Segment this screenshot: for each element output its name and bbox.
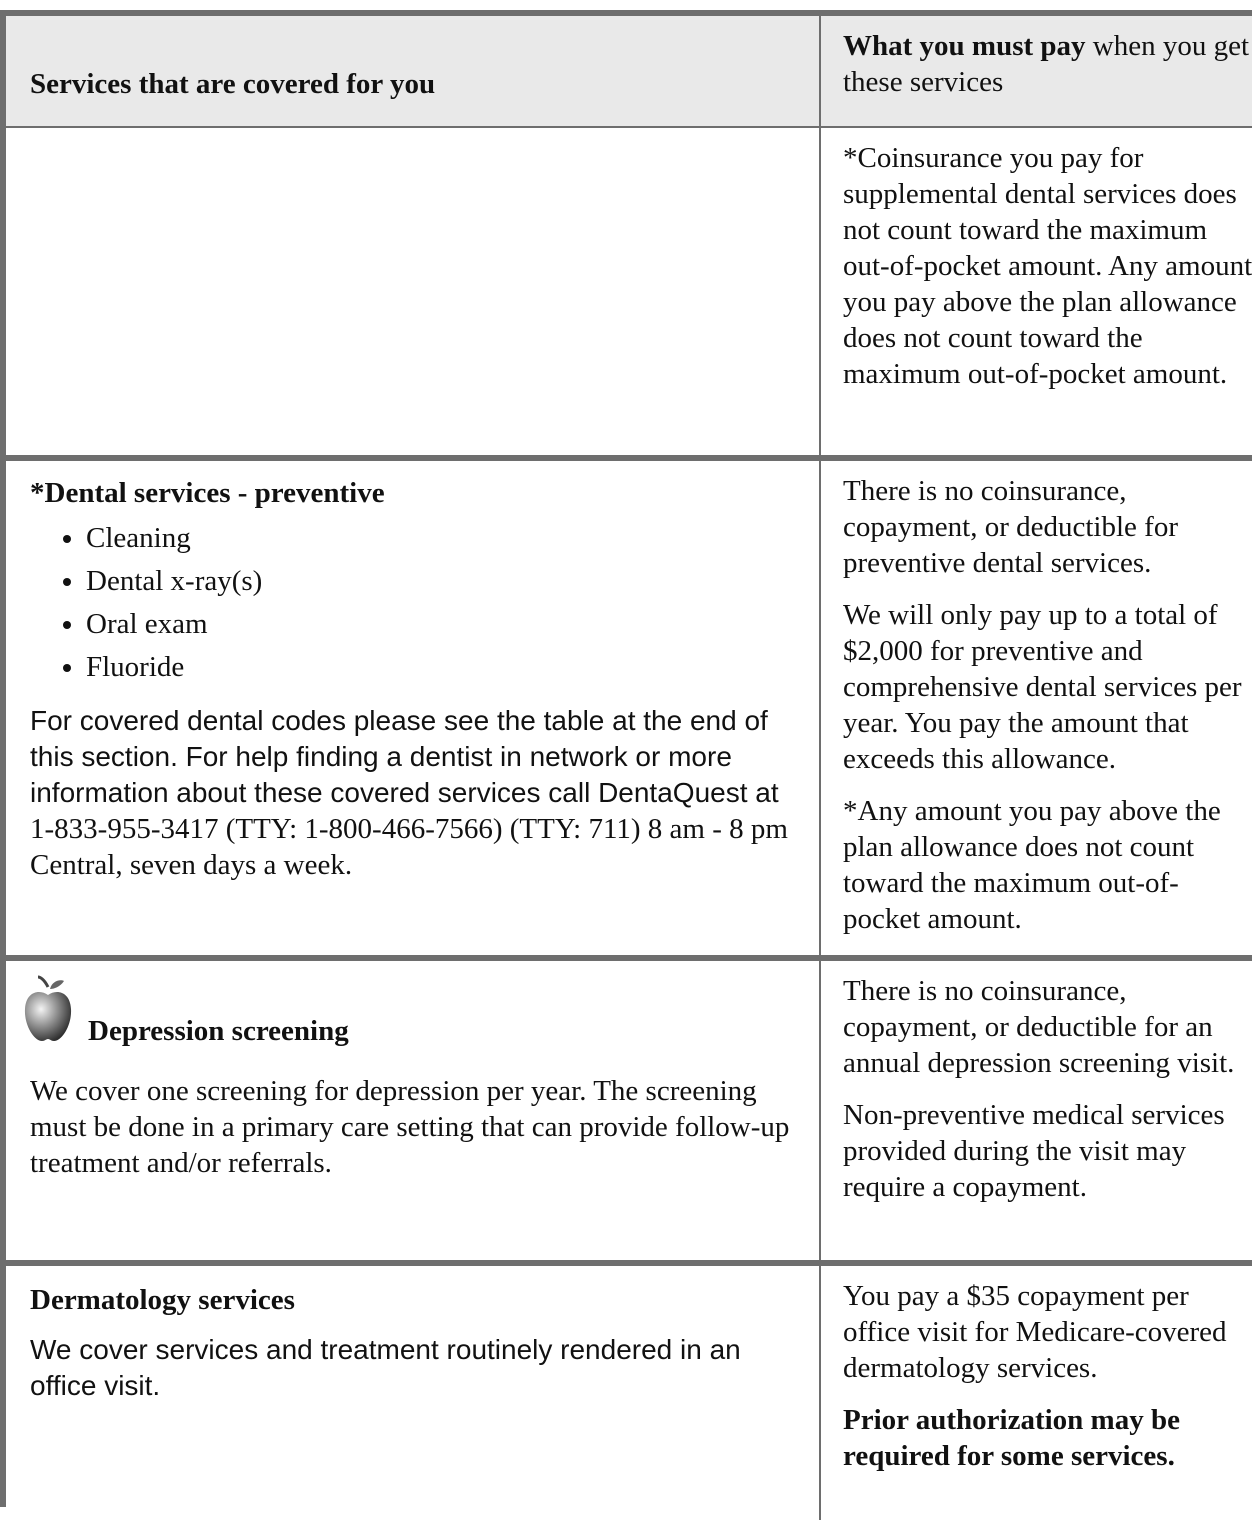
header-payment-rest: when you get these services xyxy=(843,30,1250,98)
payment-text: We will only pay up to a total of $2,000 for preventive and comprehensive dental services per year. You pay the amount that exceeds this allowance. xyxy=(843,599,1242,775)
table-row xyxy=(6,1260,1252,1520)
header-payment-bold: What you must pay xyxy=(843,30,1086,62)
list-item: • Oral exam xyxy=(86,603,810,646)
payment-cell xyxy=(821,461,1252,955)
service-note: For covered dental codes please see the table at the end of this section. For help finding a dentist in network or more information about these covered services call DentaQuest at xyxy=(30,705,779,808)
payment-text: *Coinsurance you pay for supplemental dental services does not count toward the maximum out-of-pocket amount. Any amount you pay above the plan allowance does not count toward the maximum out-of-pocket amount. xyxy=(843,142,1252,390)
service-description: We cover one screening for depression per year. The screening must be done in a primary care setting that can provide follow-up treatment and/or referrals. xyxy=(30,1075,790,1179)
service-title: *Dental services - preventive xyxy=(30,477,385,509)
payment-text: There is no coinsurance, copayment, or deductible for an annual depression screening visit. xyxy=(843,975,1235,1079)
service-cell xyxy=(6,961,821,1260)
table-header xyxy=(6,16,1252,126)
table-row xyxy=(6,126,1252,455)
service-note-contact: 1-833-955-3417 (TTY: 1-800-466-7566) (TTY: 711) 8 am - 8 pm Central, seven days a week. xyxy=(30,813,788,881)
payment-text: Non-preventive medical services provided during the visit may require a copayment. xyxy=(843,1099,1225,1203)
header-services-label: Services that are covered for you xyxy=(30,68,436,100)
header-cell-services xyxy=(6,16,821,126)
payment-text: *Any amount you pay above the plan allowance does not count toward the maximum out-of-pocket amount. xyxy=(843,795,1221,935)
payment-cell xyxy=(821,1266,1252,1520)
apple-icon xyxy=(22,975,74,1043)
payment-cell xyxy=(821,128,1252,455)
header-cell-payment xyxy=(821,16,1252,126)
service-bullet-list xyxy=(30,517,810,689)
table-row xyxy=(6,955,1252,1260)
list-item: • Cleaning xyxy=(86,517,810,560)
service-cell xyxy=(6,1266,821,1520)
service-cell xyxy=(6,461,821,955)
service-cell xyxy=(6,128,821,455)
table-row xyxy=(6,455,1252,955)
prior-authorization-note: Prior authorization may be required for some services. xyxy=(843,1404,1180,1472)
service-title: Dermatology services xyxy=(30,1284,295,1316)
list-item: • Dental x-ray(s) xyxy=(86,560,810,603)
payment-cell xyxy=(821,961,1252,1260)
service-description: We cover services and treatment routinely rendered in an office visit. xyxy=(30,1334,741,1401)
payment-text: There is no coinsurance, copayment, or deductible for preventive dental services. xyxy=(843,475,1178,579)
list-item: • Fluoride xyxy=(86,646,810,689)
benefits-table xyxy=(0,10,1252,1507)
payment-text: You pay a $35 copayment per office visit for Medicare-covered dermatology services. xyxy=(843,1280,1227,1384)
service-title: Depression screening xyxy=(88,1015,349,1047)
header-payment-label xyxy=(843,28,1252,100)
